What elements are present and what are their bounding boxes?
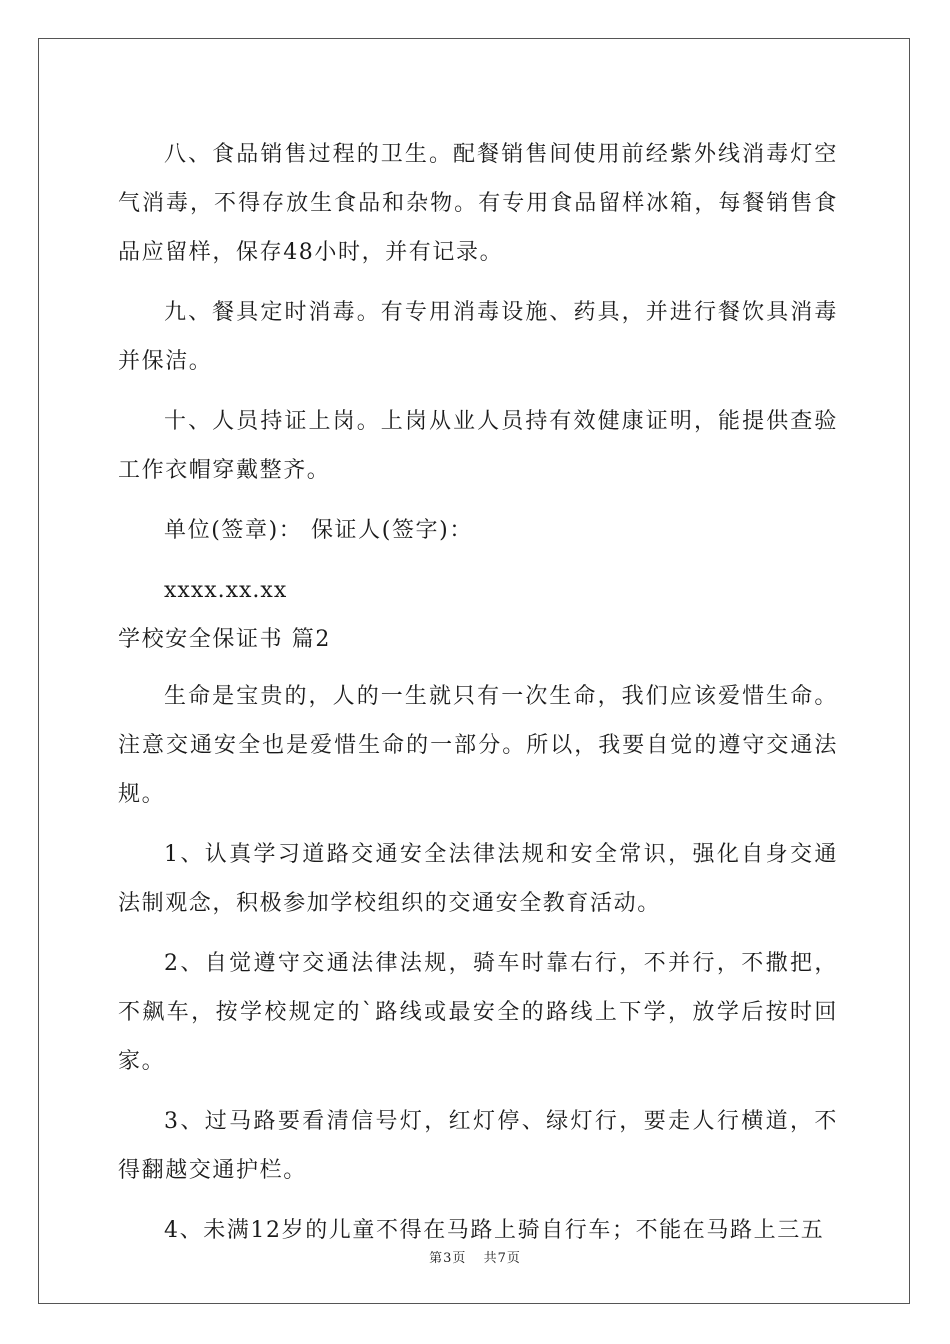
document-body [118,130,838,1266]
paragraph-item-2: 2、自觉遵守交通法律法规，骑车时靠右行，不并行，不撒把，不飙车，按学校规定的`路线或最安全的路线上下学，放学后按时回家。 [118,951,838,1074]
page-number-current: 第3页 [429,1251,467,1266]
section-heading: 学校安全保证书 篇2 [118,627,331,652]
paragraph-9: 九、餐具定时消毒。有专用消毒设施、药具，并进行餐饮具消毒并保洁。 [118,300,838,374]
paragraph-item-1: 1、认真学习道路交通安全法律法规和安全常识，强化自身交通法制观念，积极参加学校组织的交通安全教育活动。 [118,842,838,916]
paragraph-8: 八、食品销售过程的卫生。配餐销售间使用前经紫外线消毒灯空气消毒，不得存放生食品和杂物。有专用食品留样冰箱，每餐销售食品应留样，保存48小时，并有记录。 [118,142,838,265]
paragraph-10: 十、人员持证上岗。上岗从业人员持有效健康证明，能提供查验工作衣帽穿戴整齐。 [118,409,838,483]
paragraph-intro: 生命是宝贵的，人的一生就只有一次生命，我们应该爱惜生命。注意交通安全也是爱惜生命的一部分。所以，我要自觉的遵守交通法规。 [118,684,838,807]
date-line: xxxx.xx.xx [164,578,288,603]
paragraph-item-3: 3、过马路要看清信号灯，红灯停、绿灯行，要走人行横道，不得翻越交通护栏。 [118,1109,838,1183]
page-footer [0,1247,950,1266]
paragraph-item-4: 4、未满12岁的儿童不得在马路上骑自行车；不能在马路上三五 [164,1218,825,1243]
signature-line: 单位(签章)： 保证人(签字)： [164,518,473,543]
page-number-total: 共7页 [483,1251,521,1266]
